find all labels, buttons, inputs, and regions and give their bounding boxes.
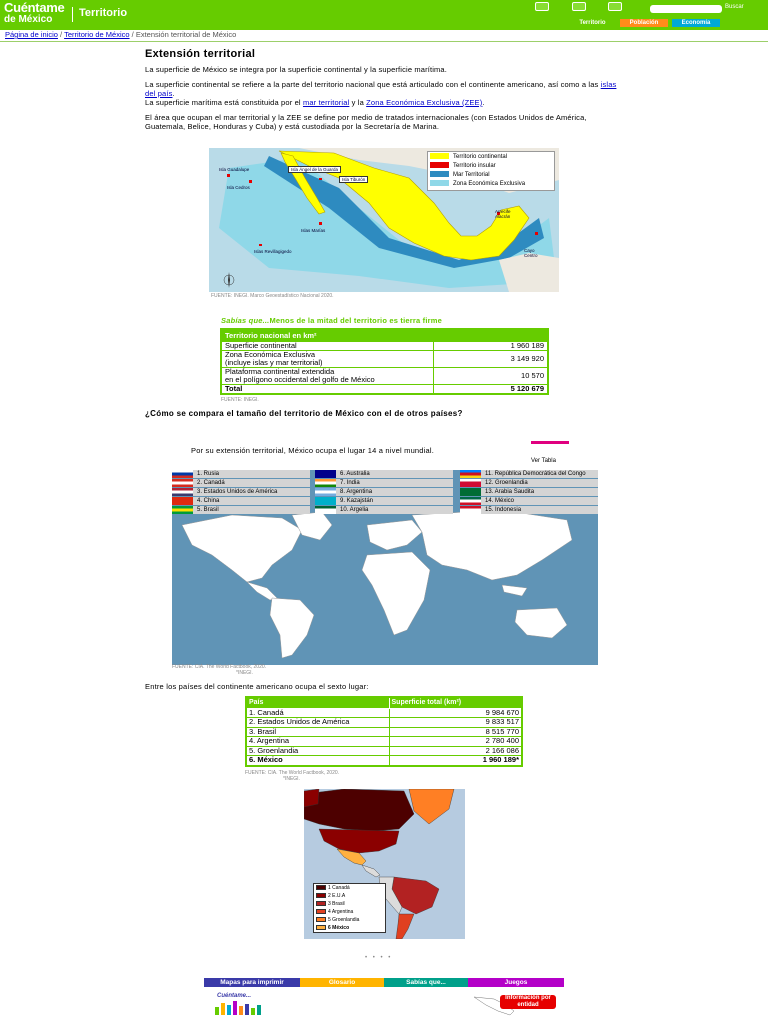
- legend-label: Mar Territorial: [453, 172, 490, 178]
- legend-label: Zona Económica Exclusiva: [453, 181, 526, 187]
- country-rank-item: [172, 470, 310, 478]
- rank-text: Por su extensión territorial, México ocupa el lugar 14 a nivel mundial.: [191, 446, 435, 455]
- table-row-mexico: [246, 756, 522, 766]
- info-badge-label: Información por entidad: [500, 995, 556, 1009]
- country-name: 10. Argelia: [340, 507, 369, 513]
- logo-line1: Cuéntame: [4, 0, 65, 15]
- usa-flag-icon: [172, 488, 193, 496]
- table-cell: Total: [221, 384, 433, 394]
- table-cell: [221, 367, 433, 384]
- table-cell: 1. Canadá: [246, 708, 389, 718]
- footer-sabias-link[interactable]: Sabías que...: [384, 978, 468, 987]
- country-rank-item: [315, 488, 453, 496]
- row-label: Plataforma continental extendida: [225, 366, 335, 376]
- islas-del-pais-link[interactable]: islas del país: [145, 80, 617, 98]
- table-cell: [221, 350, 433, 367]
- map-label-arrecife-alacran: Arrecife Alacrán: [495, 209, 511, 219]
- saudi-flag-icon: [460, 488, 481, 496]
- algeria-flag-icon: [315, 506, 336, 514]
- table-cell: 1 960 189*: [389, 756, 522, 766]
- legend-swatch: [316, 917, 326, 922]
- footer-glosario-link[interactable]: Glosario: [300, 978, 384, 987]
- country-rank-item: [315, 470, 453, 478]
- table-total-row: [221, 384, 548, 394]
- sabias-text: Menos de la mitad del territorio es tierra firme: [269, 316, 443, 325]
- legend-swatch: [316, 893, 326, 898]
- mail-icon[interactable]: [535, 2, 549, 11]
- ver-tabla-link[interactable]: Ver Tabla: [531, 458, 556, 464]
- table-cell: 8 515 770: [389, 727, 522, 737]
- legend-label: 5 Groenlandia: [328, 917, 360, 923]
- footer-logo-text: Cuéntame...: [217, 993, 252, 999]
- country-name: 15. Indonesia: [485, 507, 522, 513]
- sabias-label: Sabías que...: [221, 316, 270, 325]
- table-row: [246, 746, 522, 756]
- col-header-country: País: [246, 697, 389, 708]
- breadcrumb-home-link[interactable]: Página de inicio: [5, 30, 58, 39]
- paragraph-2-end: .: [172, 88, 175, 98]
- tab-economia[interactable]: Economía: [672, 19, 720, 27]
- legend-usa: [316, 893, 345, 900]
- legend-argentina: [316, 909, 353, 916]
- row-label: Zona Económica Exclusiva: [225, 349, 316, 359]
- logo-line2: de México: [4, 14, 53, 25]
- search-input[interactable]: [650, 5, 722, 13]
- map-label-islas-revillagigedo: Islas Revillagigedo: [254, 249, 292, 254]
- country-name: 7. India: [340, 480, 360, 486]
- logo-divider: [72, 7, 73, 22]
- india-flag-icon: [315, 479, 336, 487]
- map-label-islas-marias: Islas Marías: [301, 228, 326, 233]
- paragraph-2: [145, 81, 620, 98]
- map-label-isla-tiburon: Isla Tiburón: [339, 176, 368, 183]
- sabias-banner: [221, 316, 442, 325]
- country-name: 1. Rusia: [197, 471, 220, 477]
- table-row: [221, 367, 548, 384]
- help-icon[interactable]: [608, 2, 622, 11]
- territory-table-header: Territorio nacional en km²: [221, 329, 548, 341]
- page-title: Extensión territorial: [145, 48, 256, 60]
- world-map-source-2: *INEGI.: [236, 670, 253, 676]
- legend-mexico: [316, 925, 349, 932]
- country-rank-item: [460, 497, 598, 505]
- paragraph-3: [145, 99, 620, 108]
- legend-continental: [430, 153, 507, 161]
- legend-label: 1 Canadá: [328, 885, 350, 891]
- legend-swatch: [316, 901, 326, 906]
- americas-intro: Entre los países del continente americano ocupa el sexto lugar:: [145, 682, 369, 691]
- table-cell: 9 984 670: [389, 708, 522, 718]
- map-label-isla-cedros: Isla Cedros: [227, 185, 250, 190]
- table-cell: 10 570: [433, 367, 548, 384]
- page-dots: • • • •: [365, 955, 393, 961]
- country-rank-item: [315, 506, 453, 514]
- footer-mapas-link[interactable]: Mapas para imprimir: [204, 978, 300, 987]
- table-cell: 2 780 400: [389, 737, 522, 747]
- americas-map-legend: [313, 883, 386, 933]
- mexico-map-source: FUENTE: INEGI. Marco Geoestadístico Nacional 2020.: [211, 293, 334, 299]
- legend-mar-territorial: [430, 171, 490, 179]
- row-label: Superficie continental: [225, 340, 297, 350]
- legend-label: 3 Brasil: [328, 901, 345, 907]
- table-cell: 2 166 086: [389, 746, 522, 756]
- country-name: 2. Canadá: [197, 480, 225, 486]
- country-name: 14. México: [485, 498, 515, 504]
- paragraph-3-and: y la: [351, 98, 364, 107]
- col-header-area: Superficie total (km²): [389, 697, 522, 708]
- legend-label: 4 Argentina: [328, 909, 354, 915]
- table-cell: 6. México: [246, 756, 389, 766]
- country-name: 13. Arabia Saudita: [485, 489, 535, 495]
- site-header: [0, 0, 768, 30]
- legend-zee: [430, 180, 525, 188]
- legend-swatch: [316, 885, 326, 890]
- country-rank-item: [460, 470, 598, 478]
- chat-icon[interactable]: [572, 2, 586, 11]
- paragraph-3-end: .: [482, 98, 485, 107]
- congo-flag-icon: [460, 470, 481, 478]
- footer-juegos-link[interactable]: Juegos: [468, 978, 564, 987]
- map-label-isla-guadalupe: Isla Guadalupe: [219, 167, 250, 172]
- legend-swatch: [316, 925, 326, 930]
- greenland-flag-icon: [460, 479, 481, 487]
- legend-insular: [430, 162, 496, 170]
- pink-accent-bar: [531, 441, 569, 444]
- row-label-2: (incluye islas y mar territorial): [225, 357, 323, 367]
- country-rank-item: [460, 479, 598, 487]
- table-row: [246, 718, 522, 728]
- table-cell: 9 833 517: [389, 718, 522, 728]
- brazil-flag-icon: [172, 506, 193, 514]
- breadcrumb-current: Extensión territorial de México: [135, 30, 237, 39]
- table-cell: 4. Argentina: [246, 737, 389, 747]
- country-name: 12. Groenlandia: [485, 480, 528, 486]
- country-rank-item: [315, 497, 453, 505]
- country-name: 6. Australia: [340, 471, 370, 477]
- legend-label: Territorio insular: [453, 163, 496, 169]
- table-row: [246, 737, 522, 747]
- territory-table: [220, 328, 549, 395]
- country-rank-item: [172, 479, 310, 487]
- breadcrumb-separator: /: [57, 30, 65, 39]
- paragraph-3-text: La superficie marítima está constituida por el: [145, 98, 301, 107]
- canada-flag-icon: [172, 479, 193, 487]
- country-rank-item: [172, 497, 310, 505]
- section-title[interactable]: Territorio: [79, 7, 128, 19]
- breadcrumb-section-link[interactable]: Territorio de México: [64, 30, 130, 39]
- legend-swatch: [430, 171, 449, 177]
- zee-link[interactable]: Zona Económica Exclusiva (ZEE): [366, 98, 483, 107]
- info-por-entidad-badge[interactable]: [472, 993, 558, 1017]
- tab-territorio[interactable]: Territorio: [579, 20, 606, 26]
- mar-territorial-link[interactable]: mar territorial: [302, 98, 350, 107]
- row-label-2: en el polígono occidental del golfo de México: [225, 374, 375, 384]
- legend-canada: [316, 885, 350, 892]
- country-rank-item: [172, 488, 310, 496]
- country-rank-item: [460, 488, 598, 496]
- table-cell: 5 120 679: [433, 384, 548, 394]
- breadcrumb-separator: /: [129, 30, 136, 39]
- breadcrumb: [5, 30, 236, 39]
- map-label-cayo-centro: Cayo Centro: [524, 248, 538, 258]
- site-logo[interactable]: [4, 2, 64, 26]
- paragraph-1: La superficie de México se integra por la superficie continental y la superficie marítima.: [145, 65, 447, 74]
- country-name: 4. China: [197, 498, 220, 504]
- argentina-flag-icon: [315, 488, 336, 496]
- legend-swatch: [430, 180, 449, 186]
- americas-table-source: FUENTE: CIA. The World Factbook, 2020.: [245, 770, 340, 776]
- country-name: 5. Brasil: [197, 507, 219, 513]
- legend-swatch: [430, 153, 449, 159]
- country-name: 11. República Democrática del Congo: [485, 471, 586, 477]
- paragraph-4: El área que ocupan el mar territorial y la ZEE se define por medio de tratados internacionales (con Estados Unidos de América, Guatemala, Belice, Honduras y Cuba) y está custodiada por la Secretaría de Marina.: [145, 113, 587, 131]
- legend-swatch: [316, 909, 326, 914]
- table-cell: 5. Groenlandia: [246, 746, 389, 756]
- footer-cuentame-logo[interactable]: [213, 993, 265, 1017]
- country-name: 9. Kazajstán: [340, 498, 374, 504]
- table-row: [221, 350, 548, 367]
- world-map-source: FUENTE: CIA. The World Factbook, 2020.: [172, 664, 267, 670]
- russia-flag-icon: [172, 470, 193, 478]
- mexico-map-legend: [427, 151, 555, 191]
- map-label-isla-angel: Isla Ángel de la Guarda: [288, 166, 341, 173]
- tab-poblacion[interactable]: Población: [620, 19, 668, 27]
- country-rank-item: [315, 479, 453, 487]
- country-rank-item: [172, 506, 310, 514]
- legend-label: 6 México: [328, 925, 350, 931]
- breadcrumb-divider: [0, 41, 768, 42]
- kazakhstan-flag-icon: [315, 497, 336, 505]
- world-map: [172, 470, 598, 665]
- legend-swatch: [430, 162, 449, 168]
- country-name: 3. Estados Unidos de América: [197, 489, 278, 495]
- country-name: 8. Argentina: [340, 489, 373, 495]
- table-cell: 3. Brasil: [246, 727, 389, 737]
- search-button[interactable]: Buscar: [725, 4, 744, 10]
- americas-table: [245, 696, 523, 767]
- australia-flag-icon: [315, 470, 336, 478]
- table-cell: 3 149 920: [433, 350, 548, 367]
- comparison-question: ¿Cómo se compara el tamaño del territorio de México con el de otros países?: [145, 409, 463, 418]
- indonesia-flag-icon: [460, 506, 481, 514]
- legend-brasil: [316, 901, 345, 908]
- legend-label: Territorio continental: [453, 154, 508, 160]
- china-flag-icon: [172, 497, 193, 505]
- paragraph-2-text: La superficie continental se refiere a la parte del territorio nacional que está articulado con el continente americano, así como a las: [145, 80, 599, 89]
- country-rank-item: [460, 506, 598, 514]
- territory-table-source: FUENTE: INEGI.: [221, 397, 259, 403]
- table-cell: 2. Estados Unidos de América: [246, 718, 389, 728]
- mexico-flag-icon: [460, 497, 481, 505]
- legend-label: 2 E.U.A: [328, 893, 346, 899]
- legend-groenlandia: [316, 917, 359, 924]
- table-cell: 1 960 189: [433, 341, 548, 350]
- americas-table-source-2: *INEGI.: [283, 776, 300, 782]
